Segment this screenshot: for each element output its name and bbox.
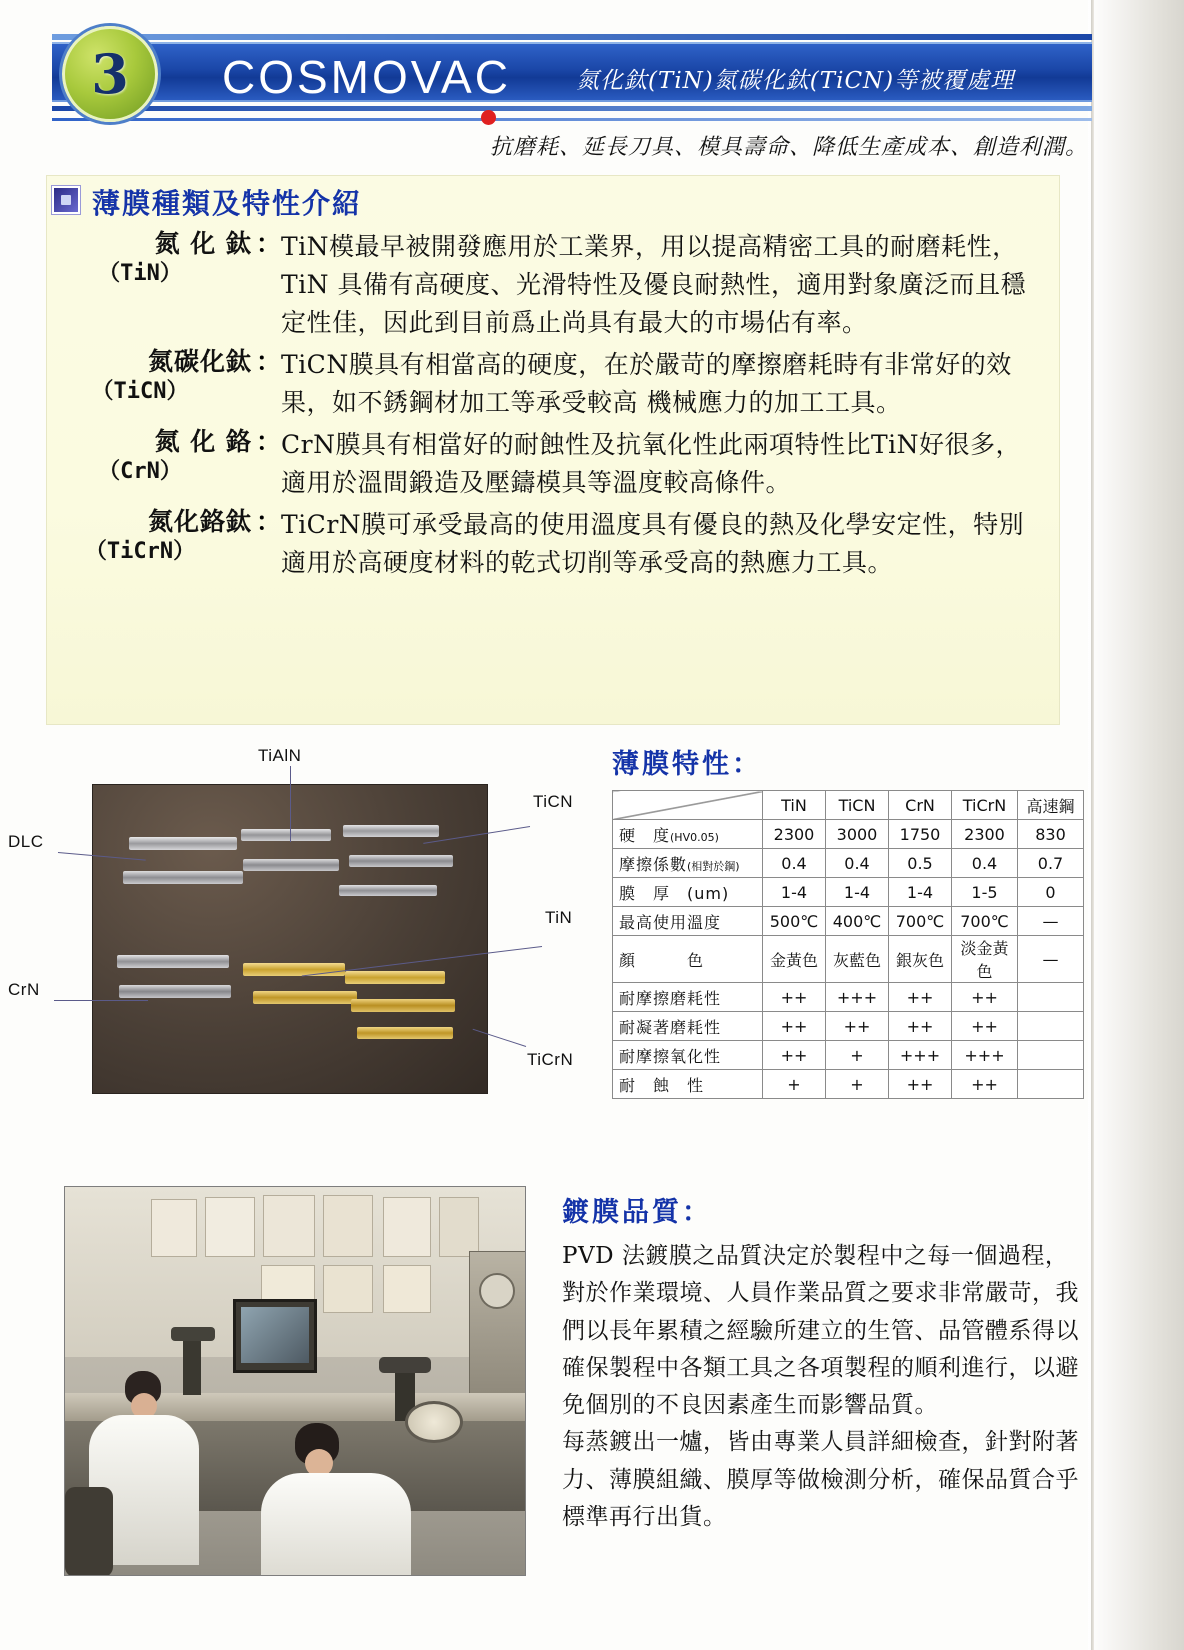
film-description: TiCrN膜可承受最高的使用溫度具有優良的熱及化學安定性，特別適用於高硬度材料的乾式切削等承受高的熱應力工具。 <box>281 510 1025 577</box>
table-row <box>613 1012 1084 1041</box>
film-term <box>46 228 256 342</box>
row-label-corrosion: 耐 蝕 性 <box>613 1070 763 1099</box>
row-label-friction <box>613 849 763 878</box>
row-label-main: 摩擦係數 <box>619 854 688 874</box>
table-col-ticrn: TiCrN <box>952 791 1018 820</box>
cell <box>1018 1070 1084 1099</box>
list-item <box>46 346 1060 422</box>
tool-label-tialn: TiAlN <box>258 746 302 765</box>
row-label-thickness: 膜 厚 (um) <box>613 878 763 907</box>
cell: 1-4 <box>763 878 826 907</box>
row-label-adhesive-wear: 耐凝著磨耗性 <box>613 1012 763 1041</box>
film-description: TiN模最早被開發應用於工業界，用以提高精密工具的耐磨耗性，TiN 具備有高硬度、光滑特性及優良耐熱性，適用對象廣泛而且穩定性佳，因此到目前爲止尚具有最大的市場佔有率。 <box>281 232 1027 337</box>
table-row <box>613 983 1084 1012</box>
cell: ++ <box>952 1070 1018 1099</box>
cell: ++ <box>763 1041 826 1070</box>
table-row <box>613 1041 1084 1070</box>
brand-dot-icon <box>481 110 496 125</box>
header-bottom-stripe <box>52 106 1092 111</box>
cell: 2300 <box>952 820 1018 849</box>
film-term-name: 氮碳化鈦 <box>147 347 252 376</box>
cell: 3000 <box>826 820 889 849</box>
section-number-badge <box>62 26 158 122</box>
table-col-tin: TiN <box>763 791 826 820</box>
film-term-name: 氮 化 鉻 <box>154 427 252 456</box>
quality-paragraph-2: 每蒸鍍出一爐，皆由專業人員詳細檢查，針對附著力、薄膜組織、膜厚等做檢測分析，確保品質合乎標準再行出貨。 <box>562 1429 1079 1530</box>
row-label-main: 硬 度 <box>619 825 671 845</box>
cell: +++ <box>826 983 889 1012</box>
cell: 700℃ <box>952 907 1018 936</box>
film-colon: ： <box>256 229 282 258</box>
row-label-unit: (HV0.05) <box>670 830 719 844</box>
list-item <box>46 506 1060 582</box>
cell: ++ <box>889 983 952 1012</box>
quality-paragraph-1: PVD 法鍍膜之品質決定於製程中之每一個過程，對於作業環境、人員作業品質之要求非常嚴苛，我們以長年累積之經驗所建立的生管、品管體系得以確保製程中各類工具之各項製程的順利進行，以避免個別的不良因素產生而影響品質。 <box>562 1243 1079 1418</box>
cell: + <box>763 1070 826 1099</box>
cell: ++ <box>952 983 1018 1012</box>
cell: 0.4 <box>826 849 889 878</box>
table-corner-cell <box>613 791 763 820</box>
page-edge-shadow <box>1088 0 1184 1650</box>
film-term-formula: （TiCN） <box>91 379 189 404</box>
coating-quality-title: 鍍膜品質： <box>562 1197 712 1228</box>
cell: 銀灰色 <box>889 936 952 983</box>
cell: 金黃色 <box>763 936 826 983</box>
cell: 2300 <box>763 820 826 849</box>
film-types-title: 薄膜種類及特性介紹 <box>92 187 363 220</box>
film-term-name: 氮化鉻鈦 <box>147 507 252 536</box>
header-top-stripe <box>52 34 1092 40</box>
film-term <box>46 426 256 502</box>
table-col-hss: 高速鋼 <box>1018 791 1084 820</box>
cell: ++ <box>763 983 826 1012</box>
row-label-max-temp: 最高使用溫度 <box>613 907 763 936</box>
cell: 1750 <box>889 820 952 849</box>
brand-logo-text: COSMOVAC <box>222 51 511 103</box>
cell: ++ <box>889 1012 952 1041</box>
cell: 400℃ <box>826 907 889 936</box>
leader-crn <box>54 1000 148 1001</box>
section-bullet-icon <box>52 186 80 214</box>
cell: — <box>1018 936 1084 983</box>
cell: 1-5 <box>952 878 1018 907</box>
cell: ++ <box>763 1012 826 1041</box>
cell: 830 <box>1018 820 1084 849</box>
cell: 0.4 <box>952 849 1018 878</box>
table-row <box>613 936 1084 983</box>
list-item <box>46 426 1060 502</box>
laboratory-photo <box>64 1186 526 1576</box>
cell: ++ <box>952 1012 1018 1041</box>
row-label-color: 顏 色 <box>613 936 763 983</box>
leader-tialn <box>290 766 291 842</box>
film-description: TiCN膜具有相當高的硬度，在於嚴苛的摩擦磨耗時有非常好的效果，如不銹鋼材加工等承受較高 機械應力的加工工具。 <box>281 350 1012 417</box>
row-label-abrasive-wear: 耐摩擦磨耗性 <box>613 983 763 1012</box>
cell: — <box>1018 907 1084 936</box>
cell <box>1018 1012 1084 1041</box>
cell: + <box>826 1041 889 1070</box>
cell: 灰藍色 <box>826 936 889 983</box>
tool-label-crn: CrN <box>8 980 40 999</box>
film-colon: ： <box>256 347 282 376</box>
row-label-oxidation: 耐摩擦氧化性 <box>613 1041 763 1070</box>
cell: 淡金黃色 <box>952 936 1018 983</box>
tool-label-ticrn: TiCrN <box>527 1050 574 1069</box>
cell: 1-4 <box>826 878 889 907</box>
table-row <box>613 849 1084 878</box>
cell: +++ <box>889 1041 952 1070</box>
cell <box>1018 983 1084 1012</box>
tool-label-dlc: DLC <box>8 832 44 851</box>
film-description: CrN膜具有相當好的耐蝕性及抗氧化性此兩項特性比TiN好很多，適用於溫間鍛造及壓鑄模具等溫度較高條件。 <box>281 430 1022 497</box>
table-col-ticn: TiCN <box>826 791 889 820</box>
tool-label-tin: TiN <box>545 908 573 927</box>
cell: 0 <box>1018 878 1084 907</box>
row-label-unit: (相對於鋼) <box>687 859 740 873</box>
table-row <box>613 907 1084 936</box>
cell: 700℃ <box>889 907 952 936</box>
table-row <box>613 878 1084 907</box>
coating-quality-body <box>562 1238 1082 1536</box>
cell: 0.4 <box>763 849 826 878</box>
film-term-formula: （TiN） <box>98 261 182 286</box>
cell: 0.7 <box>1018 849 1084 878</box>
cell <box>1018 1041 1084 1070</box>
table-row <box>613 820 1084 849</box>
film-term <box>46 346 256 422</box>
tool-label-ticn: TiCN <box>533 792 574 811</box>
row-label-hardness <box>613 820 763 849</box>
list-item <box>46 228 1060 342</box>
table-col-crn: CrN <box>889 791 952 820</box>
film-term-formula: （CrN） <box>98 459 182 484</box>
cell: 500℃ <box>763 907 826 936</box>
film-term <box>46 506 256 582</box>
film-types-list <box>46 228 1060 586</box>
page-header <box>0 22 1092 122</box>
table-header-row <box>613 791 1084 820</box>
film-properties-title: 薄膜特性： <box>612 749 762 780</box>
header-subtitle: 氮化鈦(TiN)氮碳化鈦(TiCN)等被覆處理 <box>576 68 1015 94</box>
cell: 0.5 <box>889 849 952 878</box>
table-row <box>613 1070 1084 1099</box>
header-underline <box>52 118 1092 121</box>
cell: ++ <box>889 1070 952 1099</box>
film-colon: ： <box>256 427 282 456</box>
cell: + <box>826 1070 889 1099</box>
page-edge-line <box>1091 0 1094 1650</box>
film-colon: ： <box>256 507 282 536</box>
header-tagline: 抗磨耗、延長刀具、模具壽命、降低生產成本、創造利潤。 <box>489 135 1088 160</box>
section-number: 3 <box>91 42 129 106</box>
cell: 1-4 <box>889 878 952 907</box>
film-term-formula: （TiCrN） <box>84 539 196 564</box>
film-term-name: 氮 化 鈦 <box>154 229 252 258</box>
cell: +++ <box>952 1041 1018 1070</box>
cell: ++ <box>826 1012 889 1041</box>
film-properties-table <box>612 790 1084 1099</box>
